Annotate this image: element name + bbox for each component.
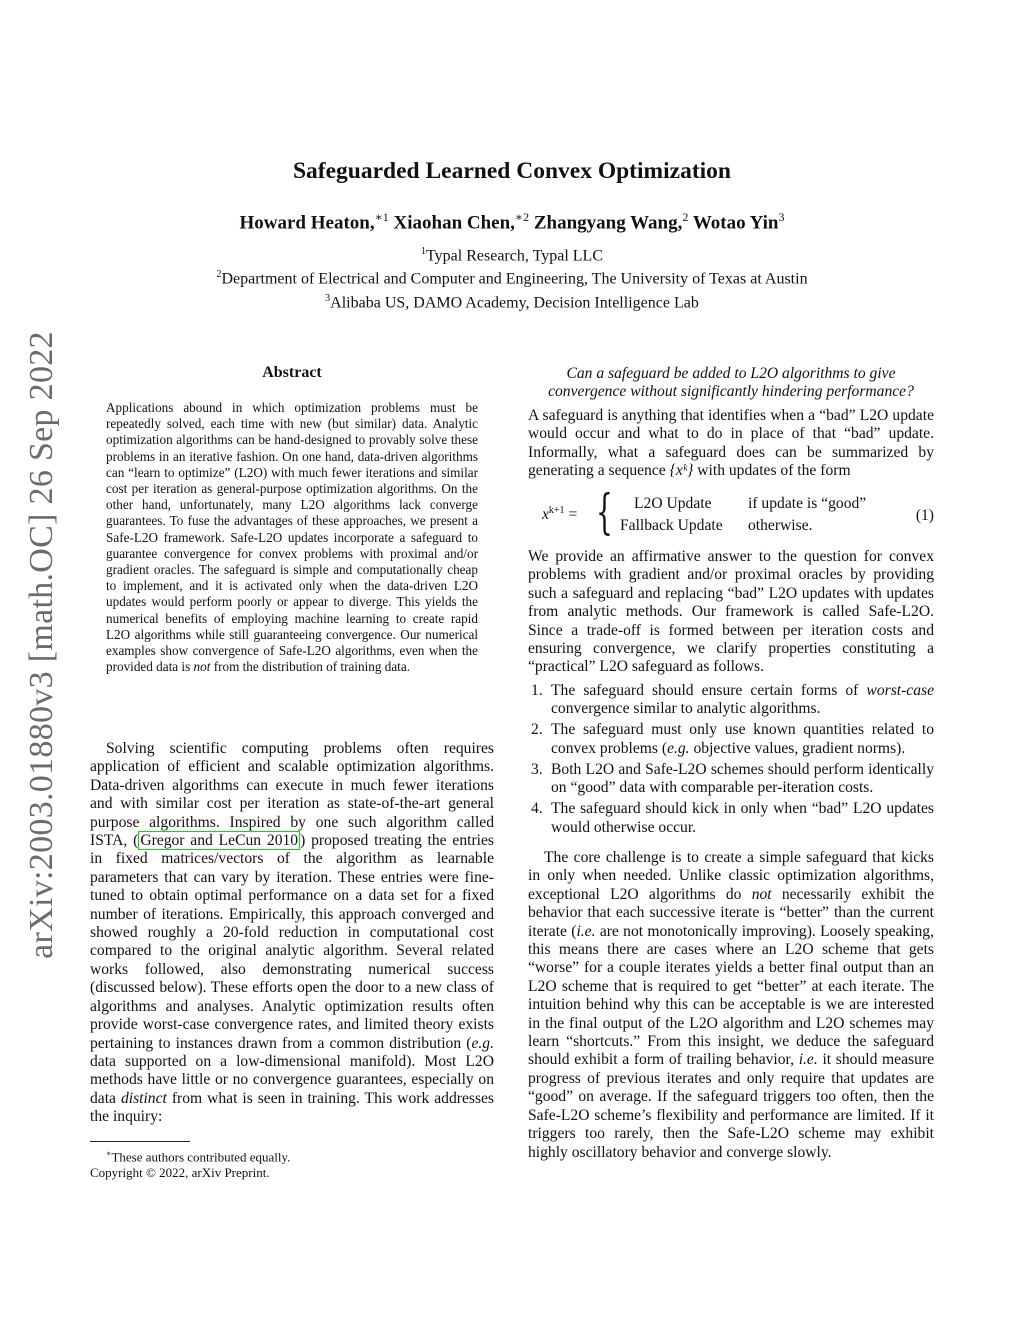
- list-number: 2.: [531, 721, 543, 739]
- equation-number: (1): [915, 507, 934, 524]
- arxiv-stamp-text: arXiv:2003.01880v3 [math.OC] 26 Sep 2022: [23, 331, 60, 959]
- text-run: convergence similar to analytic algorithms.: [551, 700, 821, 718]
- text-run: with updates of the form: [697, 462, 851, 480]
- safeguard-properties-list: [528, 682, 934, 840]
- emphasis: not: [751, 885, 772, 903]
- footnote: [90, 1146, 494, 1165]
- eq-var: x: [542, 506, 549, 524]
- author: Zhangyang Wang,: [533, 212, 683, 234]
- emphasis: i.e.: [576, 922, 596, 940]
- affiliation: [0, 265, 1024, 288]
- emphasis: worst-case: [866, 682, 934, 699]
- text-run: objective values, gradient norms).: [689, 739, 906, 757]
- abstract-text: from the distribution of training data.: [213, 659, 410, 675]
- author-list: [0, 210, 1024, 234]
- affiliation-text: Alibaba US, DAMO Academy, Decision Intelligence Lab: [330, 293, 699, 311]
- eq-case-1-condition: if update is “good”: [748, 495, 867, 512]
- text-run: data supported on a low-dimensional manifold). Most L2O methods have little or no convergence guarantees, especially on data: [90, 1052, 494, 1107]
- footnotes: [90, 1146, 494, 1181]
- emphasis: distinct: [120, 1089, 167, 1107]
- list-item: [528, 761, 934, 798]
- list-item: [528, 800, 934, 837]
- sequence-notation: {xᵏ}: [669, 462, 694, 480]
- affiliation-mark: 3: [325, 292, 331, 304]
- text-run: The core challenge is to create a simple safeguard that kicks in only when needed. Unlike classic optimization algorithms, exceptional L2O algorithms do: [528, 849, 934, 903]
- author: Wotao Yin: [692, 212, 779, 234]
- text-run: are not monotonically improving). Loosely speaking, this means there are cases where an L2O scheme that gets “worse” for a couple iterates yields a better final output than an L2O scheme that is required to get “better” at each iterate. The intuition behind why this can be acceptable is we are interested in the final output of the L2O algorithm and L2O schemes may learn “shortcuts.” From this insight, we deduce the safeguard should exhibit a form of trailing behavior,: [528, 922, 934, 1069]
- author-mark: ∗2: [514, 210, 530, 224]
- list-number: 3.: [531, 760, 543, 778]
- list-item: [528, 721, 934, 758]
- abstract-emphasis: not: [193, 659, 211, 675]
- eq-sign: =: [568, 506, 578, 524]
- text-run: The safeguard should kick in only when “bad” L2O updates would otherwise occur.: [551, 800, 934, 836]
- affiliation-text: Typal Research, Typal LLC: [426, 247, 603, 265]
- answer-paragraph: We provide an affirmative answer to the question for convex problems with gradient and/or proximal oracles by providing such a safeguard and replacing “bad” L2O updates with updates from analytic methods. Our framework is called Safe-L2O. Since a trade-off is formed between per iteration costs and ensuring convergence, we clarify properties constituting a “practical” L2O safeguard as follows.: [528, 548, 934, 676]
- abstract-heading: Abstract: [262, 364, 322, 381]
- text-run: it should measure progress of previous iterates and only require that updates are “good” on average. If the safeguard triggers too often, then the Safe-L2O scheme’s flexibility and performance are limited. If it triggers too rarely, then the Safe-L2O scheme may exhibit highly oscillatory behavior and converge slowly.: [528, 1051, 934, 1161]
- abstract-text: Applications abound in which optimization problems must be repeatedly solved, each time with new (but similar) data. Analytic optimization algorithms can be hand-designed to provably solve these problems in an iterative fashion. On one hand, data-driven algorithms can “learn to optimize” (L2O) with much fewer iterations and similar cost per iteration as general-purpose optimization algorithms. On the other hand, unfortunately, many L2O algorithms lack converge guarantees. To fuse the advantages of these approaches, we present a Safe-L2O framework. Safe-L2O updates incorporate a safeguard to guarantee convergence for convex problems with proximal and/or gradient oracles. The safeguard is simple and computationally cheap to implement, and it is activated only when the data-driven L2O updates would perform poorly or appear to diverge. This yields the numerical benefits of employing machine learning to create rapid L2O algorithms while still guaranteeing convergence. Our numerical examples show convergence of Safe-L2O algorithms, even when the provided data is: [106, 400, 478, 675]
- list-number: 4.: [531, 800, 543, 818]
- equation-1: [528, 484, 934, 540]
- emphasis: i.e.: [798, 1051, 818, 1069]
- text-run: Solving scientific computing problems often requires application of efficient and scalable optimization algorithms. Data-driven algorithms can execute in much fewer iterations and with similar cost per iteration as state-of-the-art general purpose algorithms. Inspired by one such algorithm called ISTA, (: [90, 740, 494, 850]
- author-mark: 2: [682, 210, 689, 224]
- affiliation-mark: 1: [421, 246, 427, 257]
- text-run: ) proposed treating the entries in fixed matrices/vectors of the algorithm as learnable parameters that can vary by iteration. These entries were fine-tuned to obtain optimal performance on a data set for a fixed number of iterations. Empirically, this approach converged and showed roughly a 20-fold reduction in computational cost compared to the original analytic algorithm. Several related works followed, also demonstrating numerical success (discussed below). These efforts open the door to a new class of algorithms and analyses. Analytic optimization results often provide worst-case convergence rates, and limited theory exists pertaining to instances drawn from a common distribution (: [90, 832, 494, 1052]
- text-run: from what is seen in training. This work addresses the inquiry:: [90, 1089, 494, 1126]
- paper-title: Safeguarded Learned Convex Optimization: [292, 158, 731, 184]
- core-challenge-section: [528, 849, 934, 1162]
- copyright-notice: Copyright © 2022, arXiv Preprint.: [90, 1165, 270, 1181]
- eq-case-1-value: L2O Update: [634, 495, 712, 512]
- text-run: Both L2O and Safe-L2O schemes should perform identically on “good” data with comparable per-iteration costs.: [551, 760, 934, 797]
- emphasis: e.g.: [471, 1034, 494, 1052]
- intro-section: [90, 740, 494, 1127]
- core-challenge-paragraph: [528, 849, 934, 1162]
- list-item: [528, 682, 934, 719]
- author: Howard Heaton,: [239, 212, 375, 234]
- footnote-rule: [90, 1141, 190, 1142]
- author: Xiaohan Chen,: [393, 212, 515, 234]
- footnote-text: These authors contributed equally.: [111, 1149, 291, 1165]
- safeguard-definition: [528, 407, 934, 481]
- equation-brace: {: [596, 484, 613, 540]
- affiliation-text: Department of Electrical and Computer and Engineering, The University of Texas at Austin: [221, 270, 808, 288]
- text-run: The safeguard should ensure certain forms of: [551, 682, 867, 699]
- author-mark: 3: [778, 210, 785, 224]
- intro-paragraph: [90, 740, 494, 1127]
- emphasis: e.g.: [667, 739, 690, 757]
- text-run: A safeguard is anything that identifies when a “bad” L2O update would occur and what to do in place of that “bad” update. Informally, what a safeguard does can be summarized by generating a sequence: [528, 407, 934, 480]
- text-run: necessarily exhibit the behavior that each successive iterate is “better” than the current iterate (: [528, 885, 934, 940]
- footnote-mark: ∗: [106, 1149, 112, 1158]
- equation-lhs: [542, 505, 577, 524]
- affiliation: [0, 242, 1024, 265]
- affiliations: [0, 242, 1024, 312]
- affiliation: [0, 289, 1024, 312]
- author-mark: ∗1: [374, 210, 389, 224]
- eq-case-2-condition: otherwise.: [748, 517, 813, 534]
- research-question: Can a safeguard be added to L2O algorithms to give convergence without significantly hindering performance?: [548, 365, 914, 401]
- abstract-body: [106, 400, 478, 675]
- eq-sup: k+1: [548, 505, 565, 516]
- arxiv-stamp: [12, 330, 72, 960]
- citation-link[interactable]: Gregor and LeCun 2010: [140, 832, 299, 850]
- list-number: 1.: [531, 682, 543, 699]
- affiliation-mark: 2: [216, 269, 222, 281]
- eq-case-2-value: Fallback Update: [620, 517, 723, 534]
- text-run: The safeguard must only use known quantities related to convex problems (: [551, 721, 934, 757]
